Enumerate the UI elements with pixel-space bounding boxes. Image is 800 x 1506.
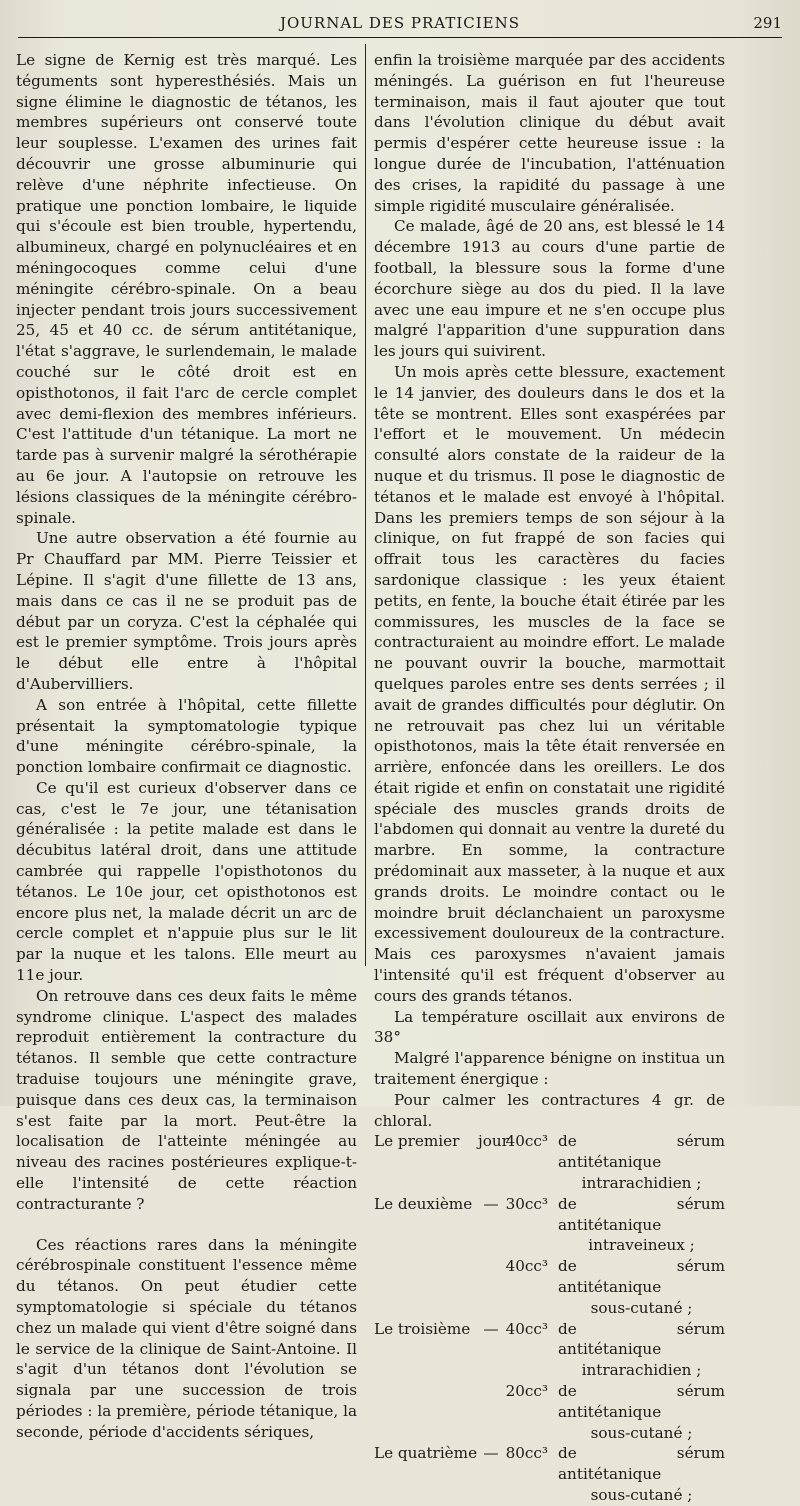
paragraph: On retrouve dans ces deux faits le même syndrome clinique. L'aspect des malades reproduit entièrement la contracture du tétanos. Il semble que cette contracture traduise toujours une méningite grave, puisque dans ces deux cas, la terminaison s'est faite par la mort. Peut-être la localisation de l'atteinte méningée au niveau des racines postérieures explique-t-elle l'intensité de cette réaction contracturante ? xyxy=(16,986,357,1213)
treatment-dose: 30cc³ xyxy=(505,1194,548,1213)
treatment-serum: de sérum antitétanique xyxy=(558,1194,725,1234)
paragraph: La température oscillait aux environs de 38° xyxy=(374,1007,725,1047)
treatment-description xyxy=(548,1131,725,1193)
treatment-dash: — xyxy=(483,1444,499,1463)
left-column xyxy=(16,50,357,1443)
treatment-dash: — xyxy=(483,1319,499,1338)
paragraph: Pour calmer les contractures 4 gr. de chloral. xyxy=(374,1090,725,1130)
paragraph: Malgré l'apparence bénigne on institua un traitement énergique : xyxy=(374,1049,725,1089)
paragraph: Ce malade, âgé de 20 ans, est blessé le 14 décembre 1913 au cours d'une partie de football, la blessure sous la forme d'une écorchure siège au dos du pied. Il la lave avec une eau impure et ne s'en occupe plus malgré l'apparition d'une suppuration dans les jours qui suivirent. xyxy=(374,217,725,361)
treatment-row xyxy=(374,1443,725,1505)
paragraph: Le signe de Kernig est très marqué. Les téguments sont hyperesthésiés. Mais un signe élimine le diagnostic de tétanos, les membres supérieurs ont conservé toute leur souplesse. L'examen des urines fait découvrir une grosse albuminurie qui relève d'une néphrite infectieuse. On pratique une ponction lombaire, le liquide qui s'écoule est bien trouble, hypertendu, albumineux, chargé en polynucléaires et en méningocoques comme celui d'une méningite cérébro-spinale. On a beau injecter pendant trois jours successivement 25, 45 et 40 cc. de sérum antitétanique, l'état s'aggrave, le surlendemain, le malade couché sur le côté droit est en opisthotonos, il fait l'arc de cercle complet avec demi-flexion des membres inférieurs. C'est l'attitude d'un tétanique. La mort ne tarde pas à survenir malgré la sérothérapie au 6e jour. A l'autopsie on retrouve les lésions classiques de la méningite cérébro-spinale. xyxy=(16,51,357,527)
treatment-route: sous-cutané ; xyxy=(590,1485,693,1504)
treatment-dash xyxy=(478,1381,504,1443)
paragraph: enfin la troisième marquée par des accidents méningés. La guérison en fut l'heureuse terminaison, mais il faut ajouter que tout dans l'évolution clinique du début avait permis d'espérer cette heureuse issue : la longue durée de l'incubation, l'atténuation des crises, la rapidité du passage à une simple rigidité musculaire généralisée. xyxy=(374,51,725,215)
treatment-dose: 40cc³ xyxy=(505,1257,548,1276)
treatment-day: Le quatrième xyxy=(374,1444,478,1463)
treatment-dash: — xyxy=(483,1194,499,1213)
treatment-row xyxy=(374,1319,725,1381)
treatment-table xyxy=(374,1131,725,1505)
header-rule xyxy=(18,37,782,38)
treatment-description xyxy=(548,1194,725,1256)
journal-title: JOURNAL DES PRATICIENS xyxy=(279,14,521,32)
treatment-route: sous-cutané ; xyxy=(590,1298,693,1317)
running-head xyxy=(0,14,800,36)
treatment-day: Le premier xyxy=(374,1132,460,1151)
treatment-description xyxy=(548,1256,725,1318)
treatment-row xyxy=(374,1256,725,1318)
treatment-serum: de sérum antitétanique xyxy=(558,1382,725,1421)
treatment-serum: de sérum antitétanique xyxy=(558,1132,725,1172)
treatment-dose: 80cc³ xyxy=(505,1444,548,1463)
treatment-row xyxy=(374,1194,725,1256)
treatment-route: sous-cutané ; xyxy=(590,1423,693,1442)
treatment-serum: de sérum antitétanique xyxy=(558,1257,725,1297)
treatment-route: intrarachidien ; xyxy=(581,1174,702,1193)
treatment-dose: 40cc³ xyxy=(505,1319,548,1338)
treatment-day xyxy=(374,1256,478,1318)
paragraph: Ces réactions rares dans la méningite cérébrospinale constituent l'essence même du tétanos. On peut étudier cette symptomatologie si spéciale du tétanos chez un malade qui vient d'être soigné dans le service de la clinique de Saint-Antoine. Il s'agit d'un tétanos dont l'évolution se signala par une succession de trois périodes : la première, période tétanique, la seconde, période d'accidents sériques, xyxy=(16,1235,357,1441)
treatment-serum: de sérum antitétanique xyxy=(558,1444,725,1484)
treatment-serum: de sérum antitétanique xyxy=(558,1319,725,1359)
treatment-row xyxy=(374,1381,725,1443)
treatment-description xyxy=(548,1319,725,1381)
treatment-dose: 20cc³ xyxy=(505,1382,548,1400)
treatment-description xyxy=(548,1443,725,1505)
paragraph: Une autre observation a été fournie au Pr Chauffard par MM. Pierre Teissier et Lépine. Il s'agit d'une fillette de 13 ans, mais dans ce cas il ne se produit pas de début par un coryza. C'est la céphalée qui est le premier symptôme. Trois jours après le début elle entre à l'hôpital d'Aubervilliers. xyxy=(16,529,357,693)
treatment-dose: 40cc³ xyxy=(505,1132,548,1151)
treatment-dash: jour xyxy=(478,1132,509,1151)
page-number: 291 xyxy=(753,14,782,32)
right-column xyxy=(374,50,725,1506)
treatment-route: intraveineux ; xyxy=(588,1236,695,1255)
treatment-dash xyxy=(478,1256,504,1318)
treatment-day: Le deuxième xyxy=(374,1194,473,1213)
treatment-description xyxy=(548,1381,725,1443)
treatment-route: intrarachidien ; xyxy=(581,1361,702,1380)
paragraph: Un mois après cette blessure, exactement le 14 janvier, des douleurs dans le dos et la tête se montrent. Elles sont exaspérées par l'effort et le mouvement. Un médecin consulté alors constate de la raideur de la nuque et du trismus. Il pose le diagnostic de tétanos et le malade est envoyé à l'hôpital. Dans les premiers temps de son séjour à la clinique, on fut frappé de son facies qui offrait tous les caractères du facies sardonique classique : les yeux étaient petits, en fente, la bouche était étirée par les commissures, les muscles de la face se contracturaient au moindre effort. Le malade ne pouvant ouvrir la bouche, marmottait quelques paroles entre ses dents serrées ; il avait de grandes difficultés pour déglutir. On ne retrouvait pas chez lui un véritable opisthotonos, mais la tête était renversée en arrière, enfoncée dans les oreillers. Le dos était rigide et enfin on constatait une rigidité spéciale des muscles grands droits de l'abdomen qui donnait au ventre la dureté du marbre. En somme, la contracture prédominait aux masseter, à la nuque et aux grands droits. Le moindre contact ou le moindre bruit déclanchaient un paroxysme excessivement douloureux de la contracture. Mais ces paroxysmes n'avaient jamais l'intensité qu'il est fréquent d'observer au cours des grands tétanos. xyxy=(374,362,725,1005)
paragraph: Ce qu'il est curieux d'observer dans ce cas, c'est le 7e jour, une tétanisation généralisée : la petite malade est dans le décubitus latéral droit, dans une attitude cambrée qui rappelle l'opisthotonos du tétanos. Le 10e jour, cet opisthotonos est encore plus net, la malade décrit un arc de cercle complet et n'appuie plus sur le lit par la nuque et les talons. Elle meurt au 11e jour. xyxy=(16,778,357,985)
column-divider xyxy=(365,44,366,966)
treatment-row xyxy=(374,1131,725,1193)
treatment-day xyxy=(374,1381,478,1443)
treatment-day: Le troisième xyxy=(374,1319,471,1338)
paragraph: A son entrée à l'hôpital, cette fillette présentait la symptomatologie typique d'une méningite cérébro-spinale, la ponction lombaire confirmait ce diagnostic. xyxy=(16,695,357,777)
